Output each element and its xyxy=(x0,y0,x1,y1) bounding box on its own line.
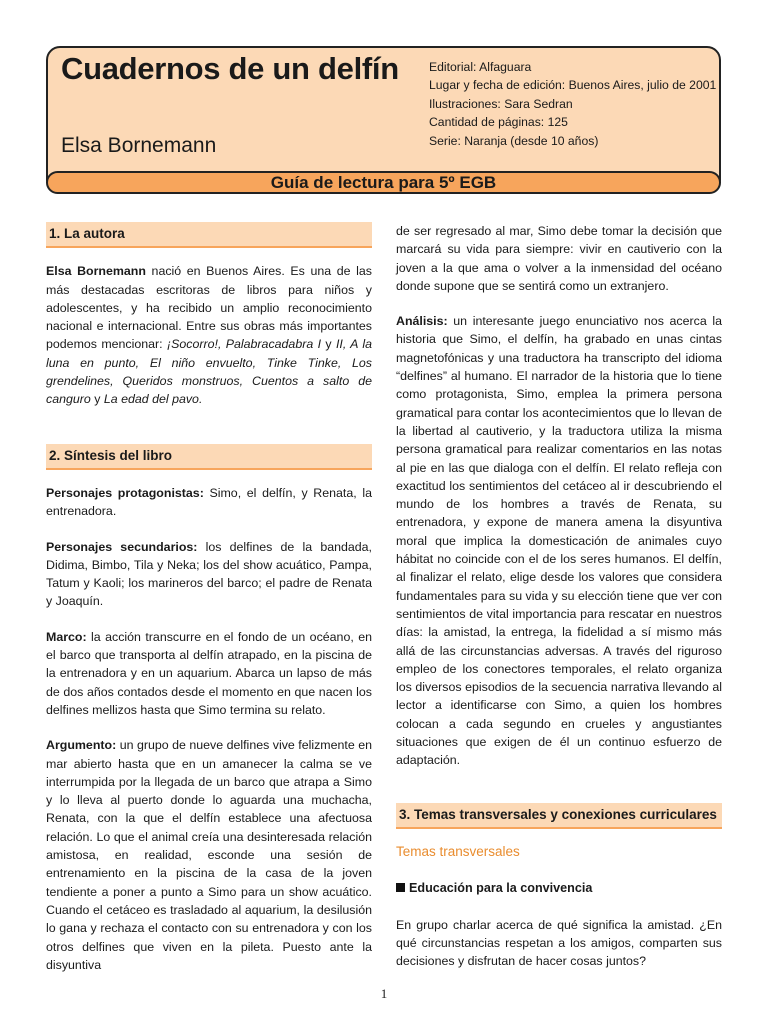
protagonists-paragraph: Personajes protagonistas: Simo, el delfín, y Renata, la entrenadora. xyxy=(46,485,372,519)
meta-illustrations: Ilustraciones: Sara Sedran xyxy=(429,96,573,111)
book-title: Cuadernos de un delfín xyxy=(61,51,399,86)
square-bullet-icon xyxy=(396,883,405,892)
left-column xyxy=(46,222,372,991)
setting-paragraph: Marco: la acción transcurre en el fondo de un océano, en el barco que transporta al delfín atrapado, en la piscina de la entrenadora y en un aquarium. Abarca un lapso de más de dos años contados desde el momento en que nacen los delfines mellizos hasta que Simo termina su relato. xyxy=(46,629,372,717)
section-heading-themes: 3. Temas transversales y conexiones curriculares xyxy=(396,803,722,829)
meta-place-date: Lugar y fecha de edición: Buenos Aires, julio de 2001 xyxy=(429,78,717,93)
secondary-characters-paragraph: Personajes secundarios: los delfines de la bandada, Didima, Bimbo, Tila y Neka; los del show acuático, Pampa, Tatum y Kaoli; los marineros del barco; el padre de Renata y Joaquín. xyxy=(46,539,373,609)
meta-editorial: Editorial: Alfaguara xyxy=(429,60,532,74)
plot-continuation-paragraph: de ser regresado al mar, Simo debe tomar la decisión que marcará su vida para siempre: vivir en cautiverio con la joven a la que ama o volver a la inmensidad del océano donde supone que se sentirá como un extranjero. xyxy=(396,224,722,293)
right-column xyxy=(396,222,722,987)
guide-title-bar: Guía de lectura para 5º EGB xyxy=(46,171,721,194)
meta-pages: Cantidad de páginas: 125 xyxy=(429,115,568,130)
meta-series: Serie: Naranja (desde 10 años) xyxy=(429,133,599,148)
page-number: 1 xyxy=(380,986,388,1001)
book-author: Elsa Bornemann xyxy=(61,134,217,157)
author-paragraph: Elsa Bornemann nació en Buenos Aires. Es una de las más destacadas escritoras de libros para niños y adolescentes, y ha recibido un amplio reconocimiento nacional e internacional. Entre sus obras más importantes podemos mencionar: ¡Socorro!, Palabracadabra I y II, A la luna en punto, El niño envuelto, Tinke Tinke, Los grendelines, Queridos monstruos, Cuentos a salto de canguro y La edad del pavo. xyxy=(46,264,372,407)
section-heading-synopsis: 2. Síntesis del libro xyxy=(46,444,372,470)
bullet-coexistence: Educación para la convivencia xyxy=(396,879,722,897)
coexistence-paragraph: En grupo charlar acerca de qué significa la amistad. ¿En qué circunstancias respetan a los amigos, comparten sus decisiones y disfrutan de hacer cosas juntos? xyxy=(396,917,722,969)
analysis-paragraph: Análisis: un interesante juego enunciativo nos acerca la historia que Simo, el delfín, ha grabado en unas cintas magnetofónicas y una traductora ha transcripto del idioma “delfines” al humano. El narrador de la historia que lo tiene como protagonista, Simo, emplea la primera persona gramatical para contar los acontecimientos que lo llevan de la libertad al cautiverio, y la traductora utiliza la misma persona gramatical para realizar comentarios en las notas al pie en las que dialoga con el delfín. El relato refleja con exactitud los sentimientos del cetáceo al ir descubriendo el mundo de los hombres a través de Renata, su entrenadora, y expone de manera amena la disyuntiva moral que implica la domesticación de animales cuyo hábitat no coincide con el de los seres humanos. El delfín, al finalizar el relato, elige desde los valores que considera fundamentales para su vida y su elección tiene que ver con sentimientos de vital importancia para rescatar en nuestros días: la amistad, la entrega, la fidelidad a sí mismo más allá de las circunstancias adversas. A través del riguroso empleo de los conectores temporales, el relato organiza los diversos episodios de la secuencia narrativa llevando al lector a identificarse con Simo, a quien los hombres colocan a cada segundo en crueles y angustiantes situaciones que exigen de él un continuo esfuerzo de adaptación. xyxy=(396,314,722,768)
section-heading-author: 1. La autora xyxy=(46,222,372,248)
book-metadata xyxy=(429,58,719,150)
subheading-transversal-themes: Temas transversales xyxy=(396,843,520,859)
plot-paragraph: Argumento: un grupo de nueve delfines vive felizmente en mar abierto hasta que en un amanecer la calma se ve interrumpida por la llegada de un barco que atrapa a Simo y lo lleva al puerto donde lo aguarda una muchacha, Renata, con la que el delfín establece una afectuosa relación. Lo que el animal creía una desinteresada relación amistosa, en realidad, esconde una sesión de entrenamiento en la piscina de la casa de la joven tendiente a poner a punto a Simo para un show acuático. Cuando el cetáceo es trasladado al aquarium, la desilusión lo gana y rechaza el contacto con su entrenadora y con los otros delfines que viven en la pileta. Puesto ante la disyuntiva xyxy=(46,738,372,972)
